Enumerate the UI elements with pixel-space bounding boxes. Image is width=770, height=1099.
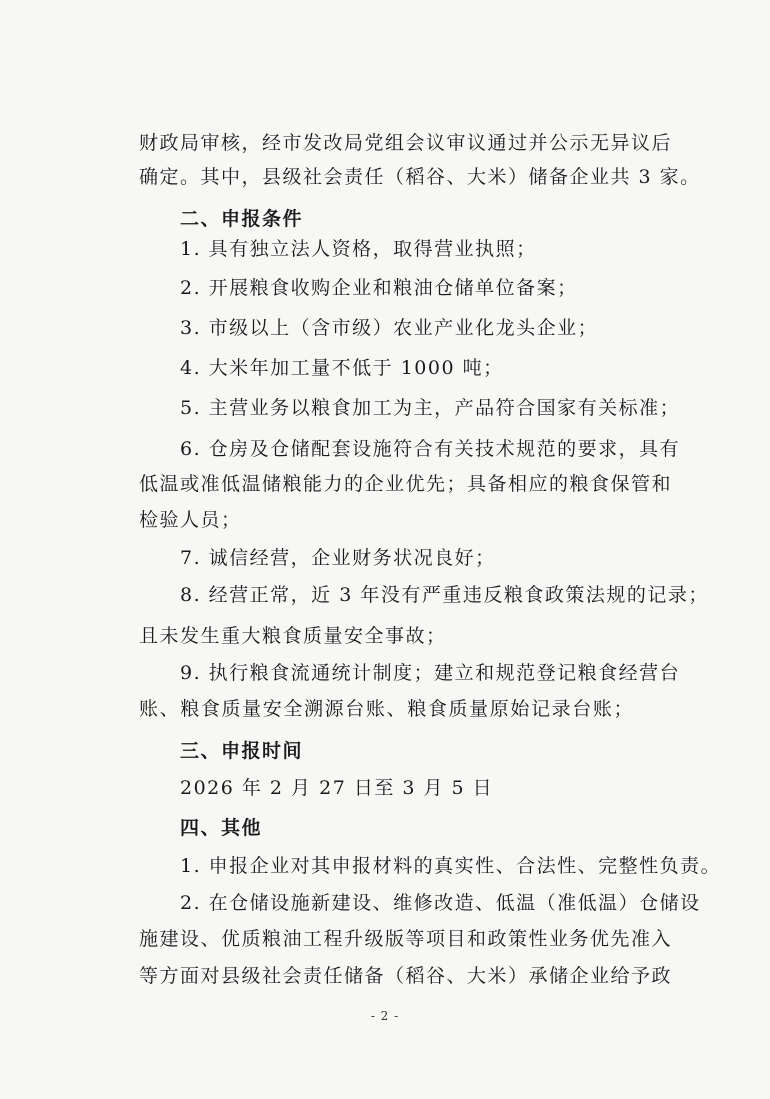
list-item: 4. 大米年加工量不低于 1000 吨； [180, 357, 504, 379]
section-heading: 四、其他 [180, 817, 263, 839]
page-number: - 2 - [370, 1009, 400, 1023]
list-item: 7. 诚信经营，企业财务状况良好； [180, 547, 496, 569]
list-item-cont: 账、粮食质量安全溯源台账、粮食质量原始记录台账； [139, 698, 634, 720]
list-item-cont: 检验人员； [139, 509, 242, 531]
date-range: 2026 年 2 月 27 日至 3 月 5 日 [180, 777, 494, 799]
list-item: 5. 主营业务以粮食加工为主，产品符合国家有关标准； [180, 397, 681, 419]
section-heading: 二、申报条件 [180, 208, 304, 230]
list-item-cont: 低温或准低温储粮能力的企业优先；具备相应的粮食保管和 [139, 473, 673, 495]
list-item-cont: 施建设、优质粮油工程升级版等项目和政策性业务优先准入 [139, 928, 673, 950]
list-item: 1. 申报企业对其申报材料的真实性、合法性、完整性负责。 [180, 855, 722, 877]
list-item-cont: 等方面对县级社会责任储备（稻谷、大米）承储企业给予政 [139, 965, 673, 987]
list-item: 2. 开展粮食收购企业和粮油仓储单位备案； [180, 277, 578, 299]
list-item: 1. 具有独立法人资格，取得营业执照； [180, 238, 537, 260]
intro-line: 财政局审核，经市发改局党组会议审议通过并公示无异议后 [139, 132, 673, 154]
list-item: 2. 在仓储设施新建设、维修改造、低温（准低温）仓储设 [180, 892, 701, 914]
list-item-cont: 且未发生重大粮食质量安全事故； [139, 625, 447, 647]
section-heading: 三、申报时间 [180, 740, 304, 762]
list-item: 3. 市级以上（含市级）农业产业化龙头企业； [180, 317, 599, 339]
list-item: 8. 经营正常，近 3 年没有严重违反粮食政策法规的记录； [180, 584, 709, 606]
list-item: 9. 执行粮食流通统计制度；建立和规范登记粮食经营台 [180, 662, 681, 684]
intro-line: 确定。其中，县级社会责任（稻谷、大米）储备企业共 3 家。 [139, 166, 701, 188]
list-item: 6. 仓房及仓储配套设施符合有关技术规范的要求，具有 [180, 438, 681, 460]
